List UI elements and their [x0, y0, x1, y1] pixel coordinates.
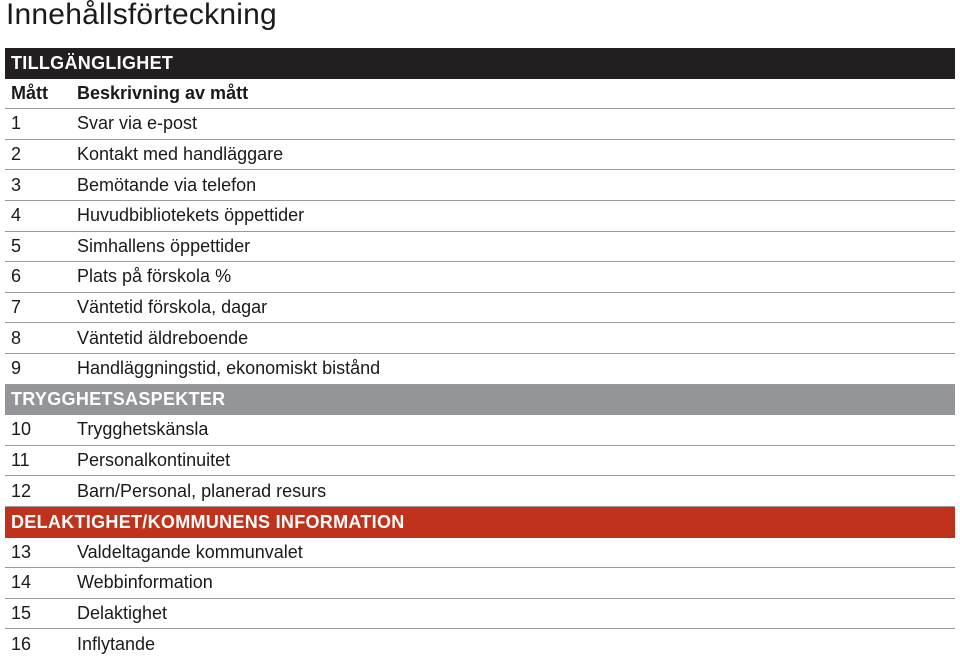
row-number: 7 [11, 297, 22, 318]
row-description: Trygghetskänsla [77, 419, 209, 440]
table-row [5, 446, 955, 477]
row-number: 9 [11, 358, 22, 379]
row-number: 3 [11, 174, 22, 195]
table-row [5, 293, 955, 324]
row-description: Väntetid äldreboende [77, 327, 249, 348]
row-number: 5 [11, 235, 22, 256]
column-header-matt: Mått [11, 82, 48, 103]
table-row [5, 170, 955, 201]
row-number: 10 [11, 419, 32, 440]
row-number: 16 [11, 634, 32, 655]
row-number: 4 [11, 205, 22, 226]
row-description: Delaktighet [77, 602, 168, 623]
row-description: Barn/Personal, planerad resurs [77, 480, 327, 501]
table-row [5, 599, 955, 630]
page-title: Innehållsförteckning [6, 0, 277, 31]
table-row [5, 415, 955, 446]
row-number: 12 [11, 480, 32, 501]
table-row [5, 354, 955, 385]
row-description: Huvudbibliotekets öppettider [77, 205, 305, 226]
table-of-contents [5, 48, 955, 660]
row-description: Svar via e-post [77, 113, 198, 134]
row-description: Väntetid förskola, dagar [77, 297, 268, 318]
table-row [5, 201, 955, 232]
section-header-trygghetsaspekter: TRYGGHETSASPEKTER [5, 385, 955, 416]
table-row [5, 323, 955, 354]
table-header-row [5, 79, 955, 110]
row-description: Plats på förskola % [77, 266, 232, 287]
row-description: Valdeltagande kommunvalet [77, 541, 303, 562]
row-number: 1 [11, 113, 22, 134]
row-number: 6 [11, 266, 22, 287]
table-row [5, 232, 955, 263]
row-number: 8 [11, 327, 22, 348]
section-header-tillganglighet: TILLGÄNGLIGHET [5, 48, 955, 79]
row-description: Handläggningstid, ekonomiskt bistånd [77, 358, 381, 379]
row-description: Simhallens öppettider [77, 235, 251, 256]
section-header-delaktighet: DELAKTIGHET/KOMMUNENS INFORMATION [5, 507, 955, 538]
row-number: 11 [11, 450, 30, 471]
row-description: Personalkontinuitet [77, 450, 231, 471]
row-number: 14 [11, 572, 32, 593]
row-number: 15 [11, 602, 32, 623]
row-description: Kontakt med handläggare [77, 144, 284, 165]
row-description: Bemötande via telefon [77, 174, 257, 195]
table-row [5, 140, 955, 171]
table-row [5, 109, 955, 140]
row-number: 2 [11, 144, 22, 165]
row-description: Webbinformation [77, 572, 213, 593]
table-row [5, 629, 955, 660]
table-row [5, 262, 955, 293]
table-row [5, 476, 955, 507]
table-row [5, 568, 955, 599]
table-row [5, 538, 955, 569]
column-header-beskrivning: Beskrivning av mått [77, 82, 249, 103]
row-number: 13 [11, 541, 32, 562]
row-description: Inflytande [77, 634, 156, 655]
